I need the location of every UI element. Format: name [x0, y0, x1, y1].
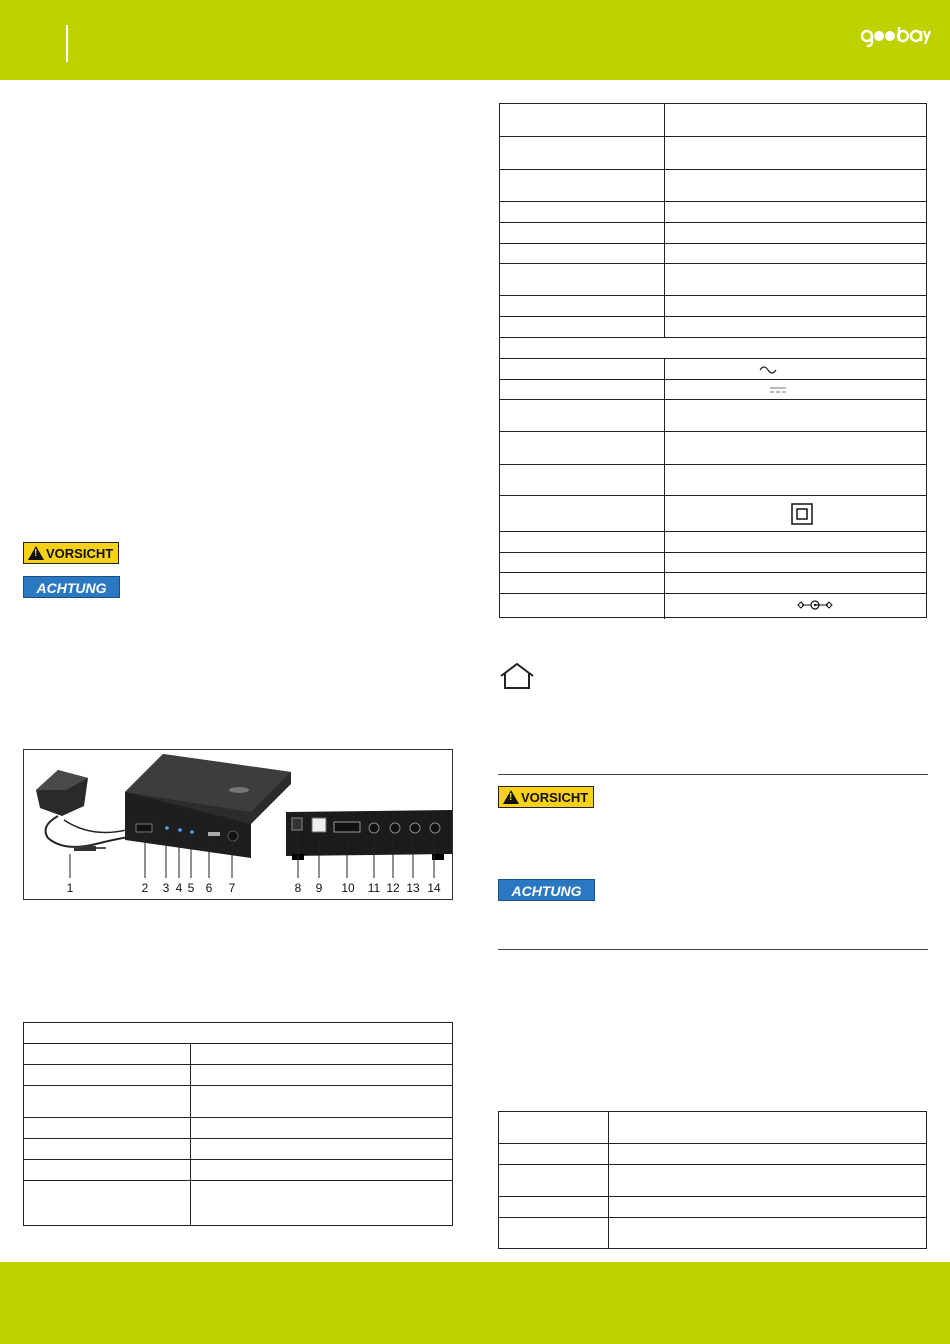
caution-badge-left: ! VORSICHT [23, 542, 119, 564]
table-row [499, 1218, 926, 1250]
house-icon [499, 662, 535, 690]
section-rule [498, 774, 928, 775]
table-row [500, 465, 926, 496]
table-row [500, 202, 926, 223]
header-band [0, 0, 950, 80]
product-illustration [24, 750, 453, 900]
table-row [500, 496, 926, 532]
callout-number: 5 [187, 881, 195, 895]
table-row [500, 400, 926, 432]
table-row [500, 223, 926, 244]
table-row [500, 264, 926, 296]
column-divider [664, 359, 665, 619]
section-rule [498, 949, 928, 950]
attention-badge-left: ACHTUNG [23, 576, 120, 598]
callout-number: 4 [175, 881, 183, 895]
caution-badge-right: ! VORSICHT [498, 786, 594, 808]
table-row [500, 244, 926, 264]
table-row [500, 137, 926, 170]
device-front-icon [125, 754, 291, 858]
column-divider [664, 104, 665, 338]
callout-number: 9 [315, 881, 323, 895]
table-row [500, 553, 926, 573]
table-row [500, 594, 926, 619]
table-row [500, 573, 926, 594]
warning-triangle-icon [28, 546, 44, 560]
attention-badge-right: ACHTUNG [498, 879, 595, 901]
column-divider [190, 1044, 191, 1225]
header-divider [66, 25, 68, 62]
table-row [499, 1144, 926, 1165]
callout-number: 6 [205, 881, 213, 895]
table-row [24, 1160, 452, 1181]
table-row [24, 1139, 452, 1160]
callout-number: 8 [294, 881, 302, 895]
table-row [24, 1044, 452, 1065]
polarity-center-positive-icon [796, 599, 834, 611]
table-row [24, 1065, 452, 1086]
table-row [500, 380, 926, 400]
table-row [500, 296, 926, 317]
warning-triangle-icon [503, 790, 519, 804]
table-row [24, 1118, 452, 1139]
dc-dashed-icon [769, 386, 787, 394]
table-row [500, 359, 926, 380]
footer-band [0, 1262, 950, 1344]
goobay-logo [861, 24, 931, 48]
product-figure [23, 749, 453, 900]
table-row [500, 338, 926, 359]
table-row [500, 317, 926, 338]
table-row [24, 1023, 452, 1044]
callout-number: 12 [386, 881, 400, 895]
column-divider [608, 1112, 609, 1248]
right-spec-table [499, 103, 927, 618]
table-row [499, 1165, 926, 1197]
protection-class-2-icon [791, 503, 813, 525]
table-row [500, 532, 926, 553]
table-row [24, 1086, 452, 1118]
table-row [24, 1181, 452, 1227]
callout-number: 14 [427, 881, 441, 895]
callout-number: 1 [66, 881, 74, 895]
table-row [500, 432, 926, 465]
callout-number: 10 [341, 881, 355, 895]
power-adapter-icon [36, 770, 136, 851]
callout-number: 2 [141, 881, 149, 895]
device-rear-icon [286, 810, 453, 860]
callout-number: 7 [228, 881, 236, 895]
table-row [500, 170, 926, 202]
left-spec-table [23, 1022, 453, 1226]
table-row [500, 104, 926, 137]
table-row [499, 1112, 926, 1144]
callout-number: 13 [406, 881, 420, 895]
table-row [499, 1197, 926, 1218]
callout-number: 11 [367, 881, 381, 895]
right-bottom-table [498, 1111, 927, 1249]
ac-tilde-icon [759, 364, 777, 374]
callout-number: 3 [162, 881, 170, 895]
